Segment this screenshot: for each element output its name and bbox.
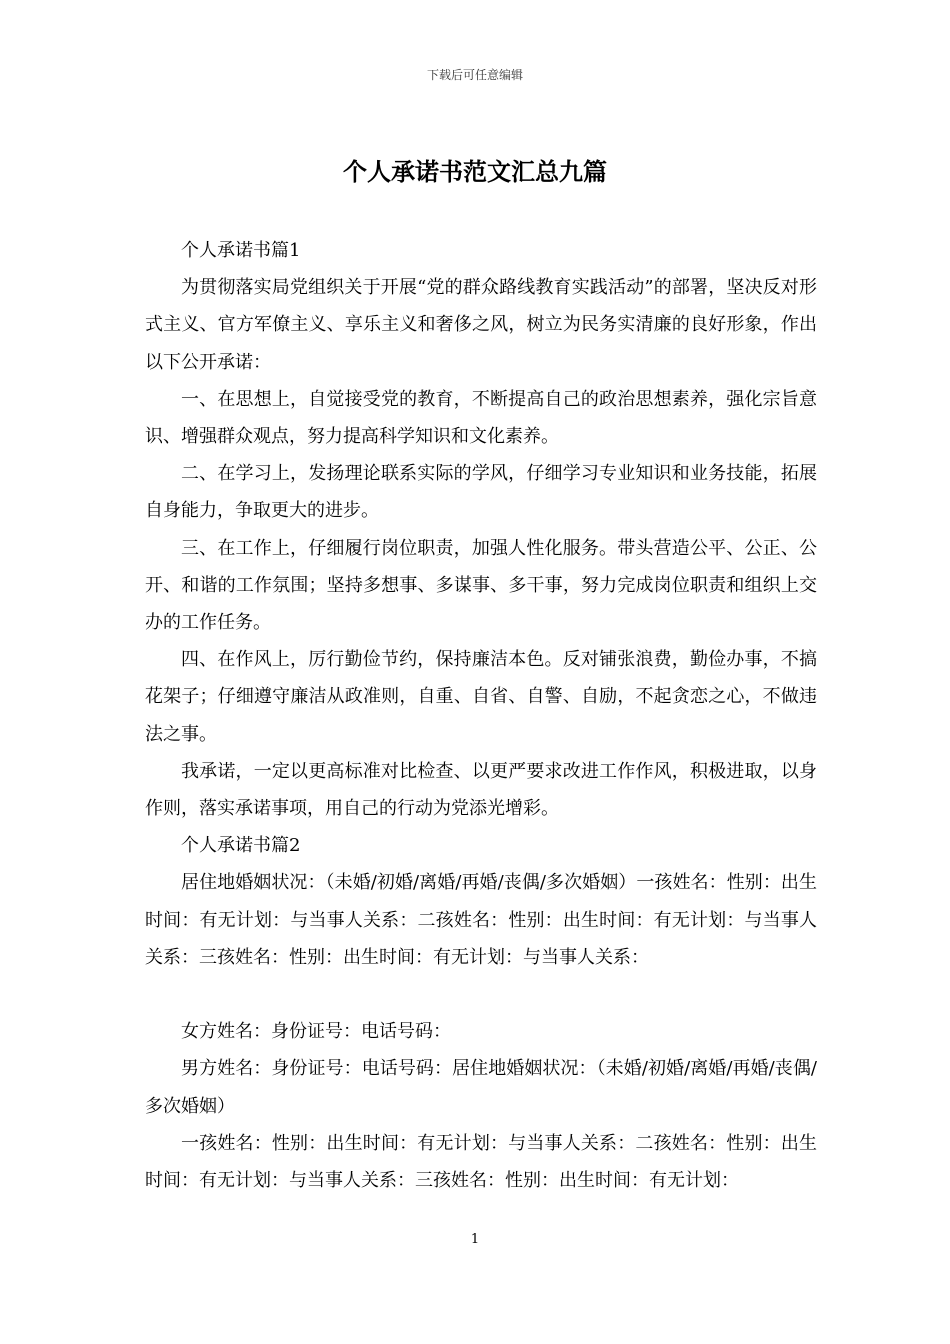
document-body: [145, 232, 817, 1199]
paragraph-male-info: 男方姓名：身份证号：电话号码：居住地婚姻状况：（未婚/初婚/离婚/再婚/丧偶/多次婚姻）: [145, 1058, 817, 1117]
paragraph-thought: 一、在思想上，自觉接受党的教育，不断提高自己的政治思想素养，强化宗旨意识、增强群众观点，努力提高科学知识和文化素养。: [145, 388, 817, 448]
paragraph-male-children: 一孩姓名：性别：出生时间：有无计划：与当事人关系：二孩姓名：性别：出生时间：有无计划：与当事人关系：三孩姓名：性别：出生时间：有无计划：: [145, 1132, 817, 1192]
paragraph-work: 三、在工作上，仔细履行岗位职责，加强人性化服务。带头营造公平、公正、公开、和谐的工作氛围；坚持多想事、多谋事、多干事，努力完成岗位职责和组织上交办的工作任务。: [145, 537, 817, 634]
section-heading-2: 个人承诺书篇2: [181, 835, 301, 857]
paragraph-intro: 为贯彻落实局党组织关于开展“党的群众路线教育实践活动”的部署，坚决反对形式主义、官方军僚主义、享乐主义和奢侈之风，树立为民务实清廉的良好形象，作出以下公开承诺：: [145, 277, 817, 373]
document-title: 个人承诺书范文汇总九篇: [343, 157, 607, 186]
paragraph-study: 二、在学习上，发扬理论联系实际的学风，仔细学习专业知识和业务技能，拓展自身能力，争取更大的进步。: [145, 463, 817, 522]
paragraph-residence-children: 居住地婚姻状况：（未婚/初婚/离婚/再婚/丧偶/多次婚姻）一孩姓名：性别：出生时间：有无计划：与当事人关系：二孩姓名：性别：出生时间：有无计划：与当事人关系：三孩姓名：性别：出生时间：有无计划：与当事人关系：: [145, 872, 817, 968]
blank-line: [145, 976, 817, 1013]
paragraph-female-info: 女方姓名：身份证号：电话号码：: [181, 1021, 451, 1043]
page-number: 1: [470, 1232, 480, 1247]
section-heading-1: 个人承诺书篇1: [181, 240, 301, 261]
paragraph-pledge: 我承诺，一定以更高标准对比检查、以更严要求改进工作作风，积极进取，以身作则，落实承诺事项，用自己的行动为党添光增彩。: [145, 760, 817, 820]
header-note: 下载后可任意编辑: [426, 68, 523, 82]
paragraph-style: 四、在作风上，厉行勤俭节约，保持廉洁本色。反对铺张浪费，勤俭办事，不搞花架子；仔细遵守廉洁从政准则，自重、自省、自警、自励，不起贪恋之心，不做违法之事。: [145, 649, 817, 745]
